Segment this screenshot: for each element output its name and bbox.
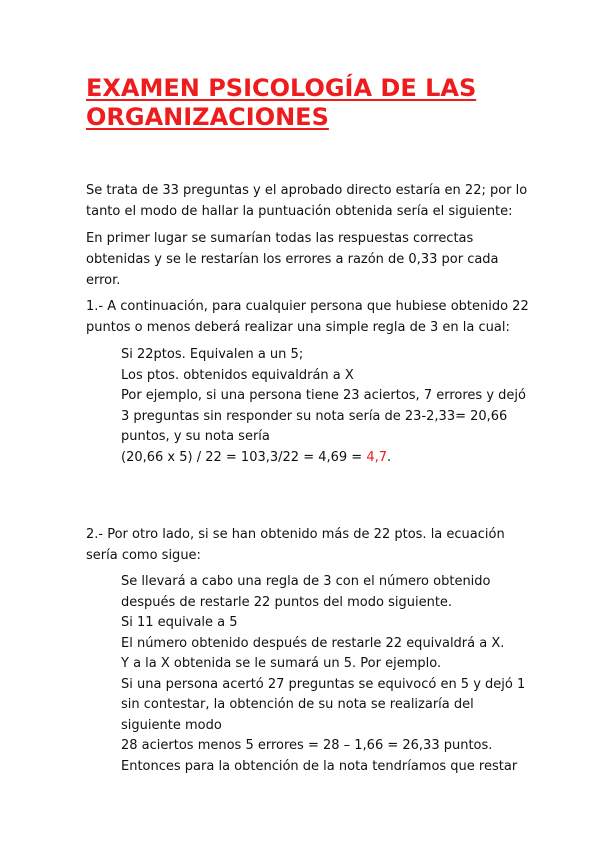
- section1-heading: [86, 296, 529, 338]
- formula-text: (20,66 x 5) / 22 = 103,3/22 = 4,69 =: [121, 449, 367, 465]
- text-line: Entonces para la obtención de la nota tendríamos que restar: [121, 758, 518, 774]
- text-line: error.: [86, 273, 121, 288]
- text-line: tanto el modo de hallar la puntuación obtenida sería el siguiente:: [86, 204, 513, 219]
- text-line: 2.- Por otro lado, si se han obtenido más de 22 ptos. la ecuación: [86, 527, 505, 542]
- text-line: 1.- A continuación, para cualquier persona que hubiese obtenido 22: [86, 299, 529, 314]
- title-line: ORGANIZACIONES: [86, 103, 329, 131]
- text-line: Se trata de 33 preguntas y el aprobado directo estaría en 22; por lo: [86, 183, 528, 198]
- title-line: EXAMEN PSICOLOGÍA DE LAS: [86, 74, 477, 102]
- text-line: Se llevará a cabo una regla de 3 con el número obtenido: [121, 574, 491, 589]
- text-line: Por ejemplo, si una persona tiene 23 aciertos, 7 errores y dejó: [121, 388, 526, 403]
- text-line: puntos, y su nota sería: [121, 429, 270, 444]
- formula-result: 4,7: [366, 449, 388, 465]
- formula-line: [121, 448, 521, 469]
- text-line: Y a la X obtenida se le sumará un 5. Por ejemplo.: [121, 656, 442, 671]
- text-line: obtenidas y se le restarían los errores a razón de 0,33 por cada: [86, 252, 499, 267]
- text-line: El número obtenido después de restarle 22 equivaldrá a X.: [121, 635, 505, 651]
- section2-heading: [86, 524, 526, 566]
- formula-period: .: [387, 449, 392, 465]
- text-line: sería como sigue:: [86, 548, 201, 563]
- text-line: sin contestar, la obtención de su nota se realizaría del: [121, 697, 474, 712]
- text-line: Si una persona acertó 27 preguntas se equivocó en 5 y dejó 1: [121, 676, 526, 692]
- first-step-paragraph: [86, 228, 526, 291]
- text-line: Si 11 equivale a 5: [121, 615, 238, 630]
- section1-example: [121, 345, 526, 468]
- section2-example: [121, 572, 526, 777]
- text-line: Si 22ptos. Equivalen a un 5;: [121, 347, 304, 362]
- document-title: [86, 74, 526, 132]
- intro-paragraph: [86, 180, 526, 222]
- text-line: puntos o menos deberá realizar una simple regla de 3 en la cual:: [86, 320, 510, 335]
- text-line: 3 preguntas sin responder su nota sería de 23-2,33= 20,66: [121, 408, 508, 424]
- text-line: después de restarle 22 puntos del modo siguiente.: [121, 594, 453, 610]
- text-line: 28 aciertos menos 5 errores = 28 – 1,66 = 26,33 puntos.: [121, 738, 493, 753]
- text-line: Los ptos. obtenidos equivaldrán a X: [121, 367, 354, 383]
- text-line: siguiente modo: [121, 717, 222, 733]
- text-line: En primer lugar se sumarían todas las respuestas correctas: [86, 231, 474, 246]
